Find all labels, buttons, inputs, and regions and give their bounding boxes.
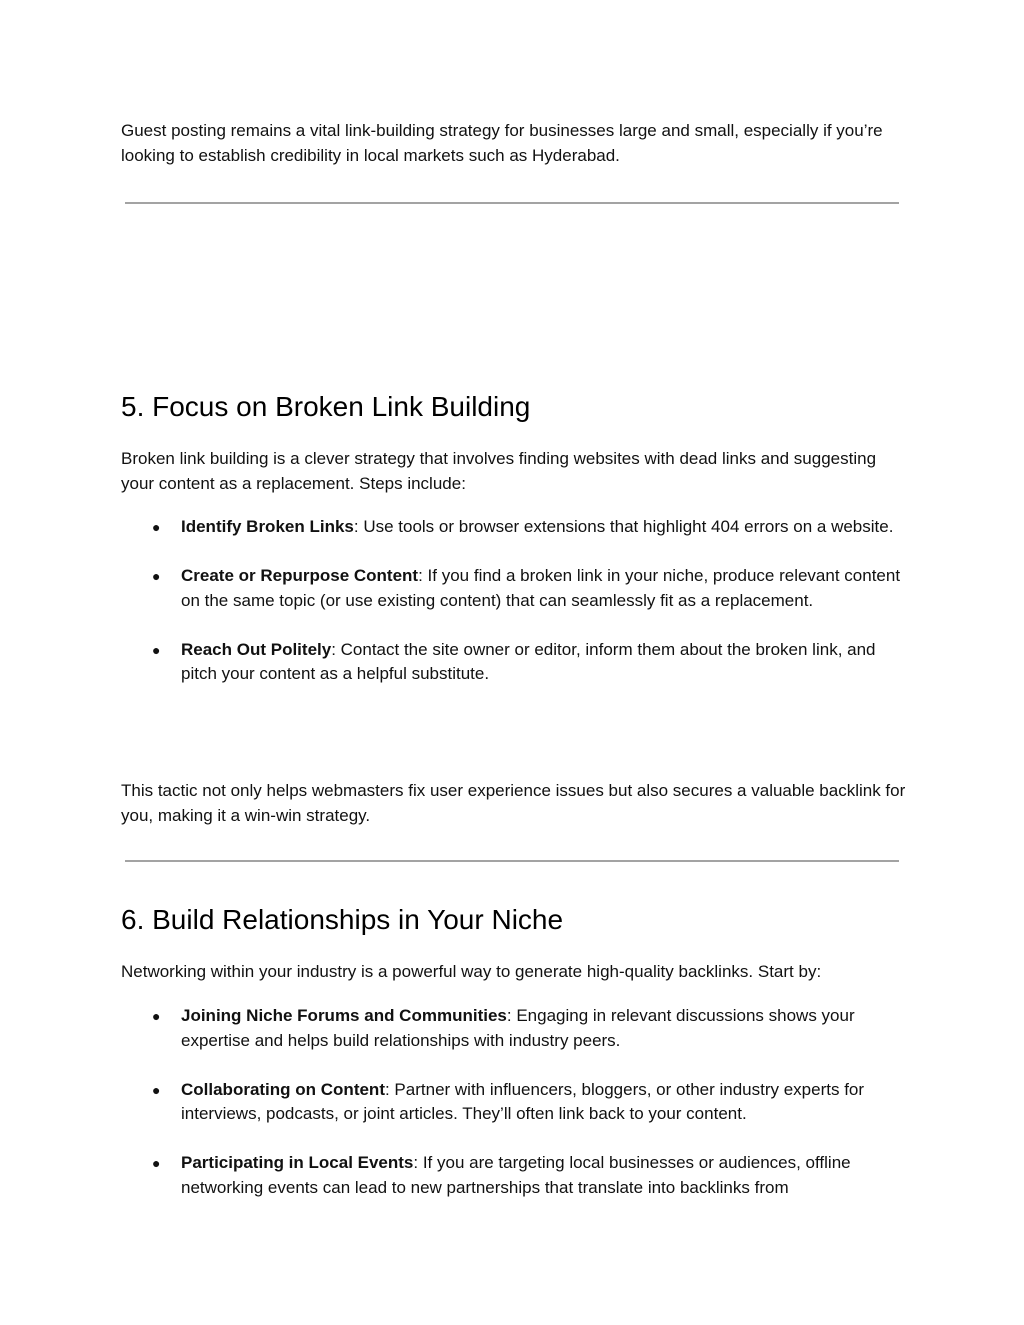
list-item bbox=[121, 1004, 911, 1053]
list-item-term: Participating in Local Events bbox=[181, 1153, 414, 1172]
list-item-description: : Engaging in relevant discussions shows your expertise and helps build relationships with industry peers. bbox=[181, 1006, 855, 1050]
list-item-description: : Partner with influencers, bloggers, or other industry experts for interviews, podcasts, or joint articles. They’ll often link back to your content. bbox=[181, 1079, 865, 1123]
list-item-term: Collaborating on Content bbox=[181, 1079, 385, 1099]
section-5-steps-list bbox=[121, 515, 911, 711]
list-item bbox=[121, 1151, 911, 1200]
horizontal-divider bbox=[125, 202, 899, 204]
bullet-icon: ● bbox=[152, 568, 161, 584]
section-6-heading: 6. Build Relationships in Your Niche bbox=[121, 904, 564, 935]
horizontal-divider bbox=[125, 860, 899, 862]
list-item bbox=[121, 1078, 911, 1127]
intro-paragraph: Guest posting remains a vital link-building strategy for businesses large and small, especially if you’re looking to establish credibility in local markets such as Hyderabad. bbox=[121, 121, 883, 165]
list-item-description: : Contact the site owner or editor, inform them about the broken link, and pitch your content as a helpful substitute. bbox=[181, 639, 876, 683]
section-5-outro: This tactic not only helps webmasters fix user experience issues but also secures a valuable backlink for you, making it a win-win strategy. bbox=[121, 781, 906, 825]
section-6-intro: Networking within your industry is a powerful way to generate high-quality backlinks. Start by: bbox=[121, 962, 822, 981]
section-5-heading: 5. Focus on Broken Link Building bbox=[121, 391, 531, 422]
list-item bbox=[121, 564, 911, 613]
list-item-description: : If you find a broken link in your niche, produce relevant content on the same topic (or use existing content) that can seamlessly fit as a replacement. bbox=[181, 566, 901, 610]
bullet-icon: ● bbox=[152, 1081, 161, 1098]
list-item-term: Create or Repurpose Content bbox=[181, 566, 419, 585]
list-item-description: : Use tools or browser extensions that highlight 404 errors on a website. bbox=[353, 517, 894, 536]
list-item-term: Reach Out Politely bbox=[181, 639, 332, 659]
list-item-term: Identify Broken Links bbox=[181, 517, 354, 536]
list-item bbox=[121, 515, 911, 540]
bullet-icon: ● bbox=[152, 519, 161, 535]
section-5-intro: Broken link building is a clever strategy that involves finding websites with dead links and suggesting your content as a replacement. Steps include: bbox=[121, 449, 877, 493]
list-item bbox=[121, 638, 911, 687]
list-item-term: Joining Niche Forums and Communities bbox=[181, 1006, 507, 1025]
list-item-description: : If you are targeting local businesses or audiences, offline networking events can lead to new partnerships that translate into backlinks from bbox=[181, 1153, 851, 1197]
section-6-tips-list bbox=[121, 1004, 911, 1225]
bullet-icon: ● bbox=[152, 641, 161, 658]
bullet-icon: ● bbox=[152, 1155, 161, 1171]
bullet-icon: ● bbox=[152, 1008, 161, 1024]
